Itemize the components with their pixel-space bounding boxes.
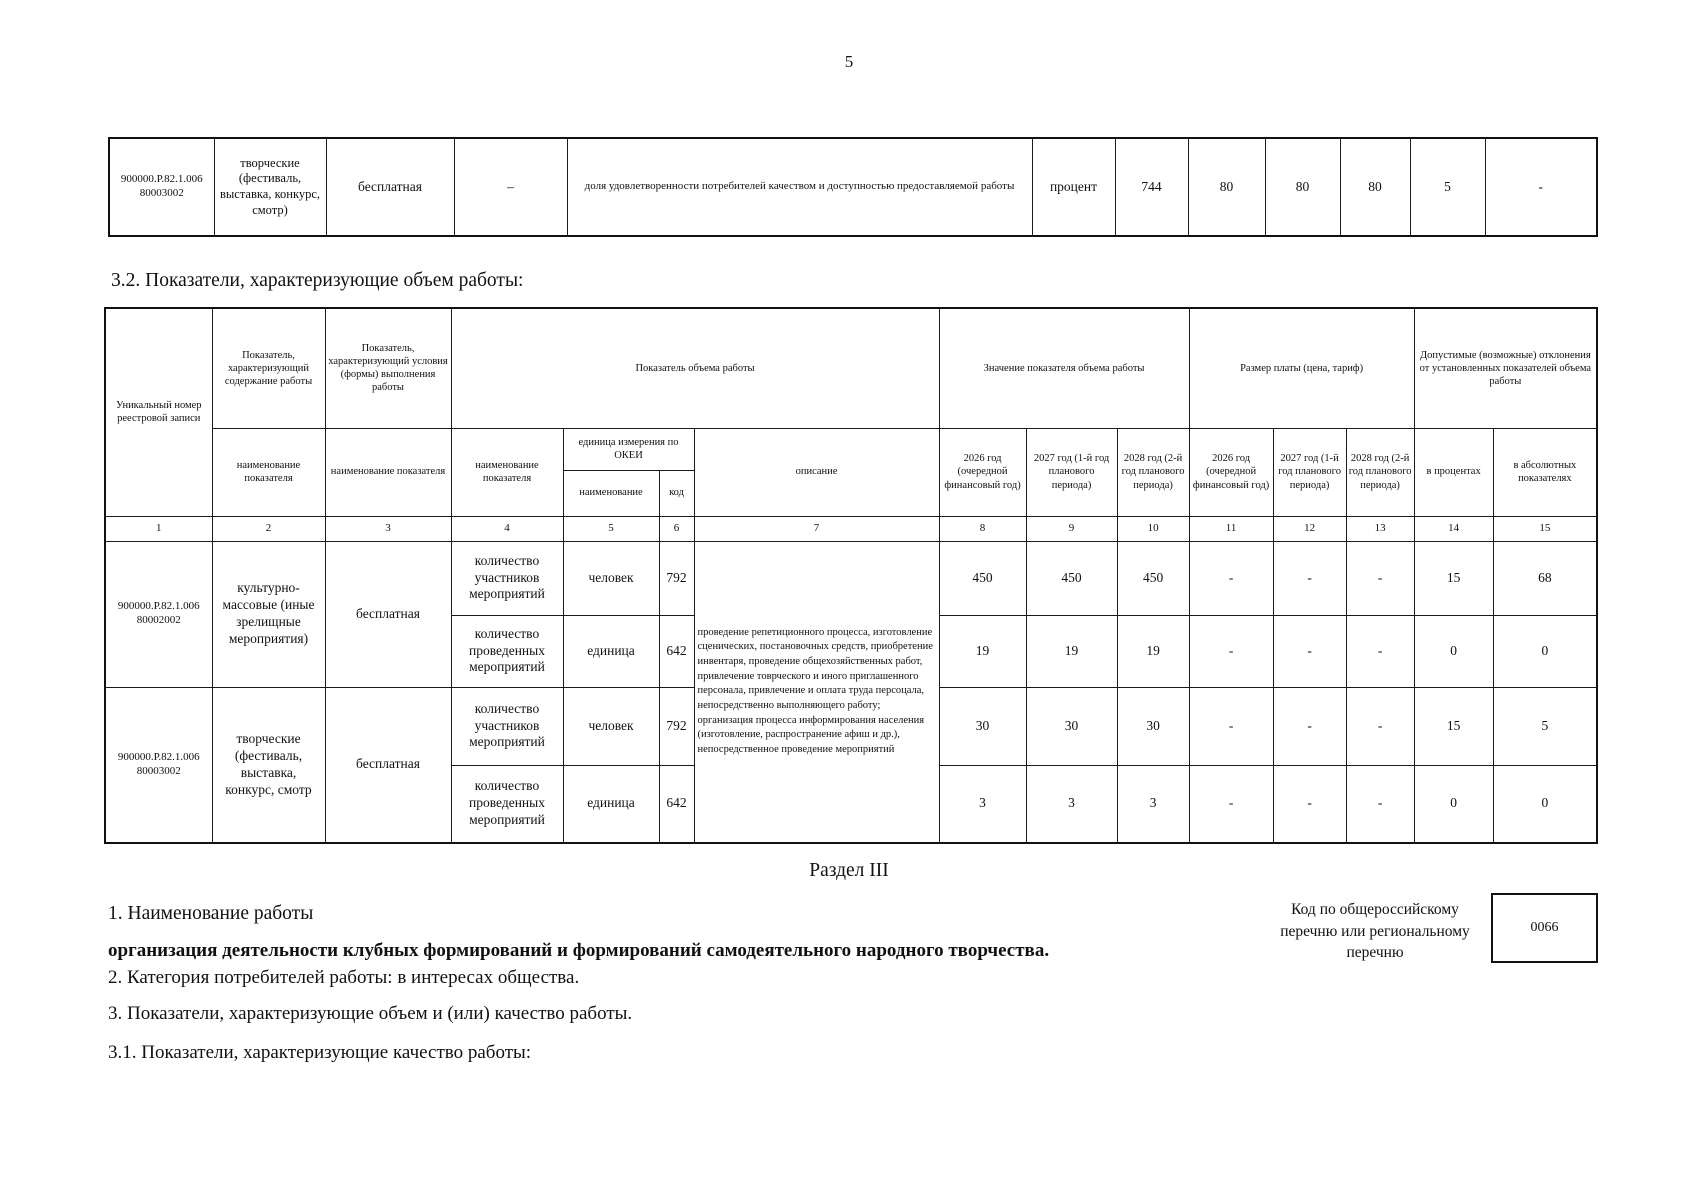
header-fee-group: Размер платы (цена, тариф)	[1189, 308, 1414, 428]
deviation-percent: 0	[1414, 765, 1493, 843]
fee-2028: -	[1346, 541, 1414, 615]
value-2027: 3	[1026, 765, 1117, 843]
content-indicator: творческие (фестиваль, выставка, конкурс, смотр)	[214, 138, 326, 236]
value-2028: 19	[1117, 615, 1189, 687]
header-condition-name: наименование показателя	[325, 428, 451, 516]
section-title: Раздел III	[809, 860, 889, 881]
quality-table-continuation	[108, 137, 1598, 237]
header-value-2028: 2028 год (2-й год планового периода)	[1117, 428, 1189, 516]
registry-number: 900000.Р.82.1.006 80002002	[105, 541, 212, 687]
fee-2026: -	[1189, 765, 1273, 843]
column-number: 10	[1117, 516, 1189, 541]
deviation-percent: 0	[1414, 615, 1493, 687]
column-number: 9	[1026, 516, 1117, 541]
unit-name: человек	[563, 687, 659, 765]
column-number: 14	[1414, 516, 1493, 541]
header-content-name: наименование показателя	[212, 428, 325, 516]
header-in-percent: в процентах	[1414, 428, 1493, 516]
work-name-label: 1. Наименование работы	[108, 903, 314, 924]
column-number: 12	[1273, 516, 1346, 541]
header-registry: Уникальный номер реестровой записи	[105, 308, 212, 516]
fee-2028: -	[1346, 687, 1414, 765]
unit-code: 642	[659, 765, 694, 843]
condition-indicator: бесплатная	[326, 138, 454, 236]
page-number: 5	[844, 52, 854, 71]
header-value-group: Значение показателя объема работы	[939, 308, 1189, 428]
header-description: описание	[694, 428, 939, 516]
column-number: 8	[939, 516, 1026, 541]
quality-indicator-name: доля удовлетворенности потребителей качеством и доступностью предоставляемой работы	[567, 138, 1032, 236]
fee-2026: -	[1189, 615, 1273, 687]
column-number: 3	[325, 516, 451, 541]
table-header-row	[105, 428, 1597, 470]
header-fee-2028: 2028 год (2-й год планового периода)	[1346, 428, 1414, 516]
column-numbers-row	[105, 516, 1597, 541]
fee-2026: -	[1189, 541, 1273, 615]
table-header-row	[105, 308, 1597, 428]
condition-indicator: бесплатная	[325, 687, 451, 843]
column-number: 6	[659, 516, 694, 541]
indicators-heading: 3. Показатели, характеризующие объем и (или) качество работы.	[108, 1003, 633, 1024]
header-fee-2027: 2027 год (1-й год планового периода)	[1273, 428, 1346, 516]
unit-name: человек	[563, 541, 659, 615]
volume-indicator-name: количество проведенных мероприятий	[451, 765, 563, 843]
registry-code-box: 0066	[1491, 893, 1598, 963]
value-2027: 80	[1265, 138, 1340, 236]
fee-2027: -	[1273, 687, 1346, 765]
unit-code: 792	[659, 541, 694, 615]
value-2028: 450	[1117, 541, 1189, 615]
column-number: 4	[451, 516, 563, 541]
value-2026: 3	[939, 765, 1026, 843]
header-fee-2026: 2026 год (очередной финансовый год)	[1189, 428, 1273, 516]
value-2028: 3	[1117, 765, 1189, 843]
column-number: 7	[694, 516, 939, 541]
empty-cell-dash: –	[454, 138, 567, 236]
volume-indicator-name: количество проведенных мероприятий	[451, 615, 563, 687]
fee-2027: -	[1273, 541, 1346, 615]
value-2026: 30	[939, 687, 1026, 765]
column-number: 1	[105, 516, 212, 541]
header-unit-code: код	[659, 470, 694, 516]
deviation-percent: 5	[1410, 138, 1485, 236]
volume-indicator-name: количество участников мероприятий	[451, 541, 563, 615]
registry-number: 900000.Р.82.1.006 80003002	[105, 687, 212, 843]
header-value-2027: 2027 год (1-й год планового периода)	[1026, 428, 1117, 516]
value-2026: 450	[939, 541, 1026, 615]
header-unit-name: наименование	[563, 470, 659, 516]
registry-code-label: Код по общероссийскому перечню или региональному перечню	[1280, 901, 1470, 962]
condition-indicator: бесплатная	[325, 541, 451, 687]
header-volume-name: наименование показателя	[451, 428, 563, 516]
table-row	[109, 138, 1597, 236]
unit-name: единица	[563, 615, 659, 687]
deviation-percent: 15	[1414, 541, 1493, 615]
column-number: 15	[1493, 516, 1597, 541]
unit-code: 642	[659, 615, 694, 687]
section-3-2-title: 3.2. Показатели, характеризующие объем работы:	[111, 270, 524, 291]
deviation-absolute: 5	[1493, 687, 1597, 765]
value-2026: 19	[939, 615, 1026, 687]
value-2028: 30	[1117, 687, 1189, 765]
value-2026: 80	[1188, 138, 1265, 236]
work-description: проведение репетиционного процесса, изготовление сценических, постановочных средств, приобретение инвентаря, проведение общехозяйственных работ, привлечение товрческого и иного приглашенного персонала, привлечение и оплата труда персоцала, непосредственно выполняющего работу; организация процесса информирования населения (изготовление, распространение афиш и др.), непосредственное проведение мероприятий	[694, 541, 939, 843]
volume-indicator-name: количество участников мероприятий	[451, 687, 563, 765]
registry-number: 900000.Р.82.1.006 80003002	[109, 138, 214, 236]
work-name: организация деятельности клубных формирований и формирований самодеятельного народного творчества.	[108, 940, 1050, 961]
header-volume-group: Показатель объема работы	[451, 308, 939, 428]
deviation-absolute: -	[1485, 138, 1597, 236]
content-indicator: культурно-массовые (иные зрелищные мероприятия)	[212, 541, 325, 687]
header-unit-okei: единица измерения по ОКЕИ	[563, 428, 694, 470]
quality-indicators-heading: 3.1. Показатели, характеризующие качество работы:	[108, 1042, 532, 1063]
volume-indicators-table	[104, 307, 1598, 844]
column-number: 11	[1189, 516, 1273, 541]
content-indicator: творческие (фестиваль, выставка, конкурс, смотр	[212, 687, 325, 843]
consumer-category: 2. Категория потребителей работы: в интересах общества.	[108, 967, 580, 988]
header-deviation-group: Допустимые (возможные) отклонения от установленных показателей объема работы	[1414, 308, 1597, 428]
deviation-absolute: 68	[1493, 541, 1597, 615]
header-condition-group: Показатель, характеризующий условия (формы) выполнения работы	[325, 308, 451, 428]
fee-2026: -	[1189, 687, 1273, 765]
fee-2028: -	[1346, 615, 1414, 687]
table-row	[105, 541, 1597, 615]
value-2027: 30	[1026, 687, 1117, 765]
deviation-absolute: 0	[1493, 615, 1597, 687]
column-number: 5	[563, 516, 659, 541]
unit-code: 744	[1115, 138, 1188, 236]
fee-2028: -	[1346, 765, 1414, 843]
deviation-percent: 15	[1414, 687, 1493, 765]
value-2027: 450	[1026, 541, 1117, 615]
unit-code: 792	[659, 687, 694, 765]
column-number: 13	[1346, 516, 1414, 541]
unit-name: единица	[563, 765, 659, 843]
unit-name: процент	[1032, 138, 1115, 236]
header-value-2026: 2026 год (очередной финансовый год)	[939, 428, 1026, 516]
fee-2027: -	[1273, 615, 1346, 687]
fee-2027: -	[1273, 765, 1346, 843]
header-in-absolute: в абсолютных показателях	[1493, 428, 1597, 516]
value-2028: 80	[1340, 138, 1410, 236]
value-2027: 19	[1026, 615, 1117, 687]
header-content-group: Показатель, характеризующий содержание работы	[212, 308, 325, 428]
column-number: 2	[212, 516, 325, 541]
deviation-absolute: 0	[1493, 765, 1597, 843]
